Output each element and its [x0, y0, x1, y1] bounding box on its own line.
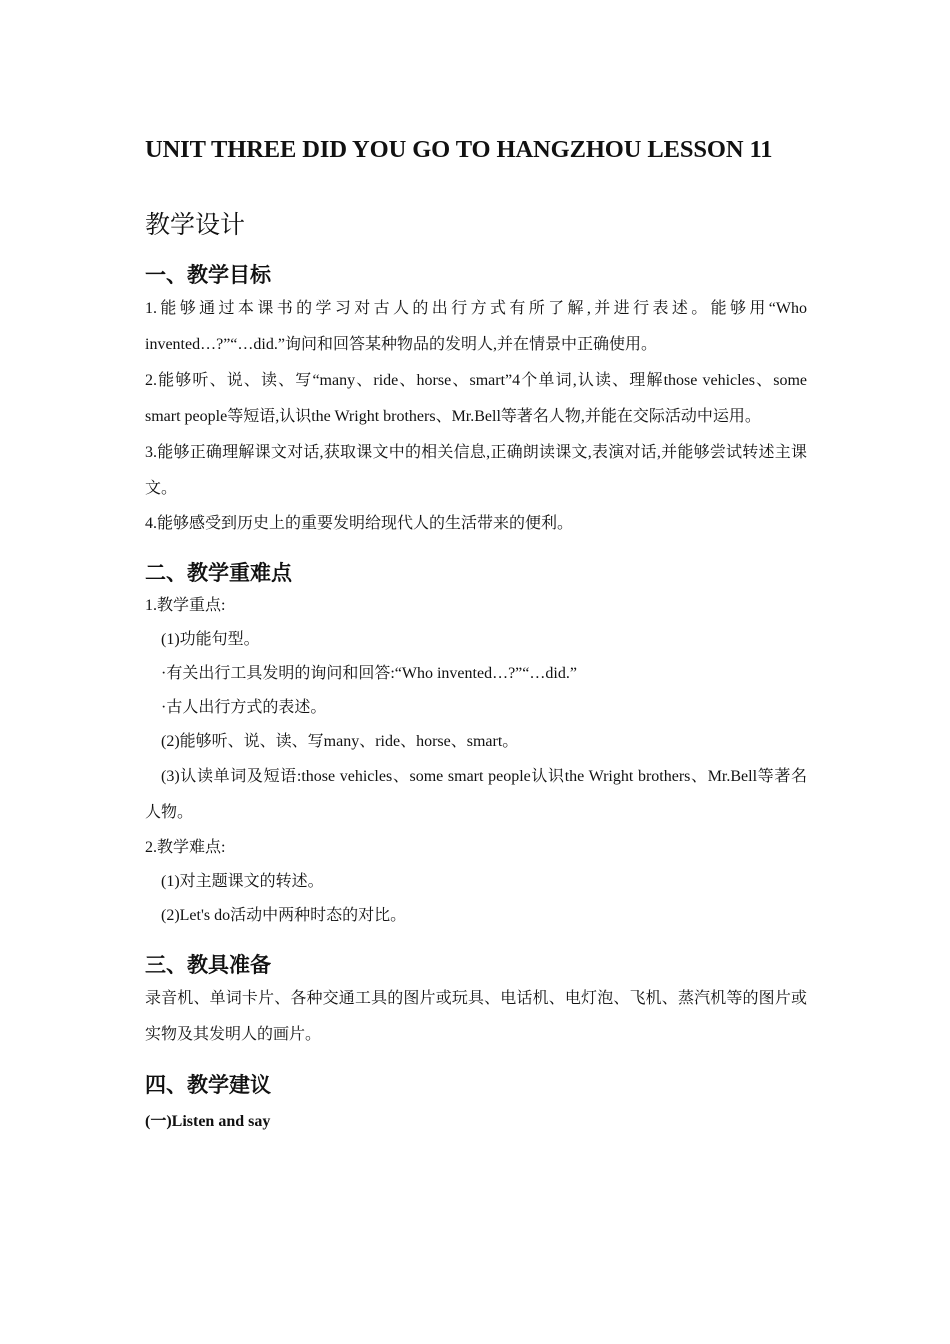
teaching-design-heading: 教学设计 [145, 212, 246, 239]
difficulty-label: 2.教学难点: [145, 839, 226, 856]
focus-item-5: (3)认读单词及短语:those vehicles、some smart people认识the Wright brothers、Mr.Bell等著名人物。 [145, 768, 807, 821]
objective-item-3: 3.能够正确理解课文对话,获取课文中的相关信息,正确朗读课文,表演对话,并能够尝试转述主课文。 [145, 444, 807, 497]
focus-item-3: ·古人出行方式的表述。 [161, 699, 327, 716]
objective-item-1: 1.能够通过本课书的学习对古人的出行方式有所了解,并进行表述。能够用“Who invented…?”“…did.”询问和回答某种物品的发明人,并在情景中正确使用。 [145, 300, 807, 353]
document-body [145, 133, 807, 1139]
difficulty-item-2: (2)Let's do活动中两种时态的对比。 [161, 907, 407, 924]
preparation-heading: 三、教具准备 [145, 953, 271, 977]
document-title: UNIT THREE DID YOU GO TO HANGZHOU LESSON 11 [145, 136, 773, 163]
preparation-text: 录音机、单词卡片、各种交通工具的图片或玩具、电话机、电灯泡、飞机、蒸汽机等的图片或实物及其发明人的画片。 [145, 990, 807, 1043]
focus-label: 1.教学重点: [145, 597, 226, 614]
focus-item-1: (1)功能句型。 [161, 631, 260, 648]
objective-item-2: 2.能够听、说、读、写“many、ride、horse、smart”4个单词,认读、理解those vehicles、some smart people等短语,认识the Wright brothers、Mr.Bell等著名人物,并能在交际活动中运用。 [145, 372, 807, 425]
focus-item-4: (2)能够听、说、读、写many、ride、horse、smart。 [161, 733, 519, 750]
key-points-heading: 二、教学重难点 [145, 561, 292, 585]
suggestions-heading: 四、教学建议 [145, 1073, 271, 1097]
objective-item-4: 4.能够感受到历史上的重要发明给现代人的生活带来的便利。 [145, 515, 574, 532]
listen-and-say-subheading: (一)Listen and say [145, 1113, 271, 1130]
focus-item-2: ·有关出行工具发明的询问和回答:“Who invented…?”“…did.” [161, 665, 577, 682]
objectives-heading: 一、教学目标 [145, 263, 271, 287]
difficulty-item-1: (1)对主题课文的转述。 [161, 873, 324, 890]
